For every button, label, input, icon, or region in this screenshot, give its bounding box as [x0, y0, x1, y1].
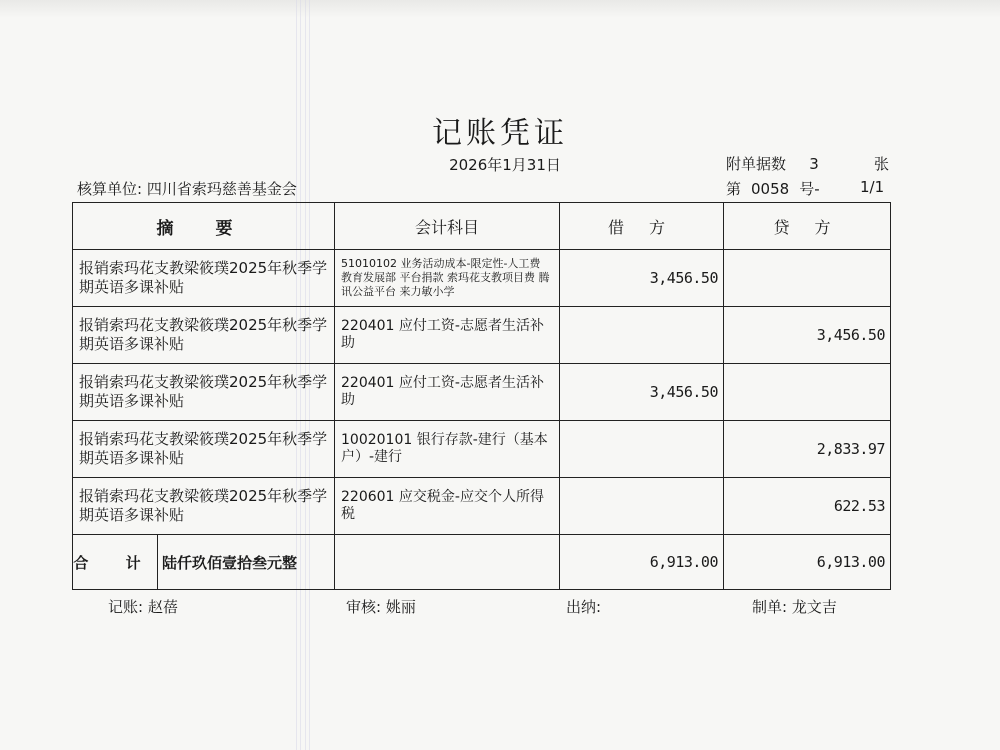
- accounting-unit: [77, 178, 297, 199]
- voucher-number-value: 0058: [751, 180, 790, 198]
- row-debit: 3,456.50: [560, 364, 724, 421]
- row-credit: 2,833.97: [724, 421, 891, 478]
- row-credit: 3,456.50: [724, 307, 891, 364]
- row-subject: 220601 应交税金-应交个人所得税: [335, 478, 560, 535]
- header-summary: 摘 要: [73, 203, 335, 250]
- row-subject: 220401 应付工资-志愿者生活补助: [335, 364, 560, 421]
- preparer-signature: 制单: 龙文吉: [752, 598, 837, 616]
- row-debit: [560, 307, 724, 364]
- row-credit: [724, 250, 891, 307]
- voucher-page: 1/1: [860, 178, 885, 196]
- header-credit: 贷 方: [724, 203, 891, 250]
- scan-edge: [0, 0, 1000, 18]
- row-summary: 报销索玛花支教梁筱璞2025年秋季学期英语多课补贴: [73, 307, 335, 364]
- total-cell: [73, 535, 335, 590]
- row-subject: 51010102 业务活动成本-限定性-人工费 教育发展部 平台捐款 索玛花支教项目费 腾讯公益平台 来力敏小学: [335, 250, 560, 307]
- row-credit: 622.53: [724, 478, 891, 535]
- table-row: [73, 250, 891, 307]
- bookkeeper-signature: 记账: 赵蓓: [108, 598, 178, 616]
- accounting-unit-label: 核算单位:: [77, 180, 143, 198]
- total-subject-blank: [335, 535, 560, 590]
- row-summary: 报销索玛花支教梁筱璞2025年秋季学期英语多课补贴: [73, 421, 335, 478]
- accounting-unit-value: 四川省索玛慈善基金会: [146, 180, 297, 198]
- header-subject: 会计科目: [335, 203, 560, 250]
- table-header-row: [73, 203, 891, 250]
- total-credit: 6,913.00: [724, 535, 891, 590]
- voucher-number-prefix: 第: [726, 180, 742, 198]
- table-row: [73, 421, 891, 478]
- row-credit: [724, 364, 891, 421]
- header-debit: 借 方: [560, 203, 724, 250]
- row-summary: 报销索玛花支教梁筱璞2025年秋季学期英语多课补贴: [73, 250, 335, 307]
- row-summary: 报销索玛花支教梁筱璞2025年秋季学期英语多课补贴: [73, 364, 335, 421]
- reviewer-signature: 审核: 姚丽: [346, 598, 416, 616]
- attachment-label: 附单据数: [726, 155, 787, 173]
- voucher-date: 2026年1月31日: [449, 156, 561, 174]
- cashier-signature: 出纳:: [566, 598, 602, 616]
- table-row: [73, 478, 891, 535]
- table-row: [73, 364, 891, 421]
- row-summary: 报销索玛花支教梁筱璞2025年秋季学期英语多课补贴: [73, 478, 335, 535]
- attachment-number: 3: [809, 155, 819, 173]
- total-amount-words: 陆仟玖佰壹拾叁元整: [162, 553, 298, 572]
- voucher-number-suffix: 号-: [799, 180, 820, 198]
- attachment-unit: 张: [874, 155, 890, 173]
- total-row: [73, 535, 891, 590]
- row-subject: 220401 应付工资-志愿者生活补助: [335, 307, 560, 364]
- row-debit: [560, 421, 724, 478]
- voucher-title: 记账凭证: [432, 116, 568, 151]
- attachment-count: [726, 153, 890, 174]
- voucher-table: [72, 202, 891, 590]
- total-debit: 6,913.00: [560, 535, 724, 590]
- table-row: [73, 307, 891, 364]
- voucher-number: [726, 178, 885, 199]
- row-subject: 10020101 银行存款-建行（基本户）-建行: [335, 421, 560, 478]
- row-debit: 3,456.50: [560, 250, 724, 307]
- row-debit: [560, 478, 724, 535]
- total-label: 合 计: [73, 535, 158, 589]
